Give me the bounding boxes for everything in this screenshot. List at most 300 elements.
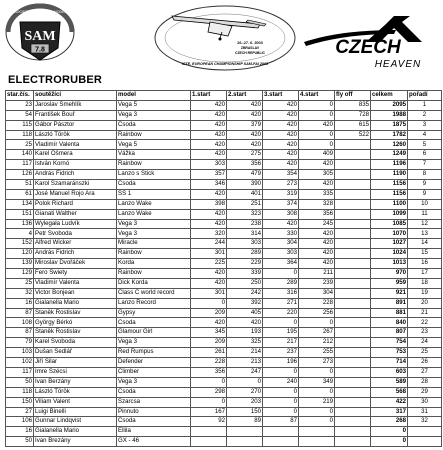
cell-place: 2 [408, 110, 442, 120]
cell-start-2: 247 [227, 367, 263, 377]
cell-competitor: László Török [34, 130, 117, 140]
czech-heaven-logo [298, 12, 438, 70]
sam-logo [4, 2, 76, 68]
cell-total: 714 [371, 358, 408, 368]
cell-start-2: 203 [227, 397, 263, 407]
cell-place: 11 [408, 209, 442, 219]
cell-competitor: Karol Szamaránszki [34, 180, 117, 190]
cell-start-1: 420 [191, 130, 227, 140]
cell-competitor: Ivan Brezány [34, 437, 117, 447]
table-row [6, 160, 442, 170]
championship-logo [150, 2, 300, 72]
cell-model: Korda [117, 259, 191, 269]
cell-total: 881 [371, 308, 408, 318]
cell-total: 1100 [371, 199, 408, 209]
cell-start-3: 420 [263, 219, 299, 229]
cell-start-1: 398 [191, 199, 227, 209]
cell-start-number: 79 [6, 338, 34, 348]
cell-place: 16 [408, 259, 442, 269]
cell-model: Climber [117, 367, 191, 377]
cell-fly-off [335, 278, 371, 288]
cell-start-1: 420 [191, 140, 227, 150]
cell-model: Vega 3 [117, 338, 191, 348]
cell-start-4: 420 [299, 120, 335, 130]
cell-start-number: 118 [6, 130, 34, 140]
cell-start-number: 27 [6, 407, 34, 417]
cell-fly-off [335, 180, 371, 190]
cell-fly-off: 615 [335, 120, 371, 130]
cell-place [408, 427, 442, 437]
table-row [6, 219, 442, 229]
table-row [6, 199, 442, 209]
cell-place: 32 [408, 417, 442, 427]
cell-place: 14 [408, 239, 442, 249]
table-row [6, 278, 442, 288]
table-row [6, 288, 442, 298]
cell-start-3 [263, 427, 299, 437]
cell-start-1: 420 [191, 189, 227, 199]
cell-start-number: 50 [6, 437, 34, 447]
cell-total: 568 [371, 387, 408, 397]
cell-start-4: 0 [299, 318, 335, 328]
cell-place: 4 [408, 130, 442, 140]
cell-start-3: 271 [263, 298, 299, 308]
cell-start-2: 0 [227, 377, 263, 387]
cell-model: Rainbow [117, 130, 191, 140]
col-header-model: model [117, 91, 191, 101]
cell-place: 21 [408, 308, 442, 318]
cell-fly-off: 522 [335, 130, 371, 140]
cell-start-1 [191, 427, 227, 437]
cell-place: 22 [408, 318, 442, 328]
cell-start-4: 356 [299, 209, 335, 219]
table-row [6, 239, 442, 249]
cell-fly-off [335, 229, 371, 239]
cell-model: Csoda [117, 180, 191, 190]
czech-heaven-line1: CZECH [335, 37, 401, 58]
cell-model: Csoda [117, 120, 191, 130]
cell-start-3: 354 [263, 170, 299, 180]
cell-competitor: Imre Szécsi [34, 367, 117, 377]
cell-fly-off [335, 209, 371, 219]
table-row [6, 189, 442, 199]
cell-model: Rainbow [117, 269, 191, 279]
cell-start-2: 213 [227, 358, 263, 368]
cell-start-1: 209 [191, 308, 227, 318]
cell-start-4: 212 [299, 338, 335, 348]
cell-place: 3 [408, 120, 442, 130]
cell-total: 840 [371, 318, 408, 328]
table-row [6, 209, 442, 219]
cell-competitor: Gialanella Mario [34, 427, 117, 437]
cell-total: 1782 [371, 130, 408, 140]
cell-model: Csoda [117, 318, 191, 328]
cell-place: 12 [408, 219, 442, 229]
cell-fly-off [335, 199, 371, 209]
cell-total: 1190 [371, 170, 408, 180]
results-body [6, 100, 442, 446]
cell-start-3: 240 [263, 377, 299, 387]
cell-start-2: 401 [227, 189, 263, 199]
cell-start-3: 308 [263, 209, 299, 219]
cell-start-number: 150 [6, 397, 34, 407]
cell-total: 1988 [371, 110, 408, 120]
cell-place: 17 [408, 269, 442, 279]
cell-model: Lanzo Wake [117, 209, 191, 219]
sam-logo-letters: SAM [24, 29, 56, 44]
cell-start-2: 89 [227, 417, 263, 427]
table-row [6, 308, 442, 318]
cell-place: 8 [408, 170, 442, 180]
cell-start-3: 0 [263, 387, 299, 397]
cell-start-3: 330 [263, 229, 299, 239]
cell-competitor: Jiří Šilar [34, 358, 117, 368]
cell-fly-off [335, 318, 371, 328]
cell-competitor: Gianati Walther [34, 209, 117, 219]
cell-place: 31 [408, 407, 442, 417]
table-row [6, 358, 442, 368]
cell-model: Vega 5 [117, 100, 191, 110]
cell-start-3: 237 [263, 348, 299, 358]
cell-place [408, 437, 442, 447]
cell-competitor: Alfred Wicker [34, 239, 117, 249]
cell-start-number: 118 [6, 387, 34, 397]
table-row [6, 417, 442, 427]
cell-competitor: Gábor Pásztor [34, 120, 117, 130]
cell-start-4: 0 [299, 130, 335, 140]
cell-model: Miracle [117, 239, 191, 249]
cell-competitor: Miroslav Dvořáček [34, 259, 117, 269]
cell-fly-off [335, 348, 371, 358]
cell-start-2: 479 [227, 170, 263, 180]
cell-place: 9 [408, 180, 442, 190]
cell-total: 317 [371, 407, 408, 417]
cell-competitor: László Török [34, 387, 117, 397]
sam-logo-arc-text: THE SOCIETY OF ANTIQUE MODELERS [6, 10, 74, 14]
cell-fly-off [335, 219, 371, 229]
cell-model: SS 1 [117, 189, 191, 199]
col-header-start-2: 2.start [227, 91, 263, 101]
cell-start-1: 420 [191, 219, 227, 229]
cell-start-4 [299, 437, 335, 447]
table-row [6, 397, 442, 407]
cell-total: 1156 [371, 189, 408, 199]
cell-model: Vega 3 [117, 219, 191, 229]
table-row [6, 348, 442, 358]
cell-start-number: 16 [6, 427, 34, 437]
cell-competitor: Vladimír Valenta [34, 278, 117, 288]
cell-place: 20 [408, 298, 442, 308]
cell-competitor: Dušan Sedlář [34, 348, 117, 358]
cell-model: Vážka [117, 150, 191, 160]
cell-total: 1085 [371, 219, 408, 229]
cell-start-2: 150 [227, 407, 263, 417]
cell-total: 807 [371, 328, 408, 338]
cell-model: Red Rumpus [117, 348, 191, 358]
cell-start-number: 108 [6, 318, 34, 328]
cell-model: Szarcsa [117, 397, 191, 407]
cell-place: 15 [408, 249, 442, 259]
cell-place: 19 [408, 288, 442, 298]
cell-start-2: 193 [227, 328, 263, 338]
cell-start-number: 102 [6, 358, 34, 368]
cell-total: 1196 [371, 160, 408, 170]
cell-start-number: 87 [6, 308, 34, 318]
table-row [6, 318, 442, 328]
cell-fly-off [335, 160, 371, 170]
cell-fly-off [335, 150, 371, 160]
cell-start-number: 51 [6, 180, 34, 190]
col-header-fly-off: fly off [335, 91, 371, 101]
cell-start-2: 242 [227, 288, 263, 298]
cell-total: 1249 [371, 150, 408, 160]
cell-start-4: 255 [299, 348, 335, 358]
cell-start-3: 0 [263, 269, 299, 279]
cell-fly-off [335, 140, 371, 150]
cell-model: Vega 3 [117, 110, 191, 120]
cell-start-4: 0 [299, 367, 335, 377]
cell-start-number: 87 [6, 328, 34, 338]
cell-total: 1875 [371, 120, 408, 130]
cell-fly-off [335, 358, 371, 368]
cell-total: 1013 [371, 259, 408, 269]
cell-fly-off [335, 170, 371, 180]
cell-fly-off [335, 427, 371, 437]
cell-start-2: 356 [227, 160, 263, 170]
cell-start-2: 238 [227, 219, 263, 229]
cell-total: 268 [371, 417, 408, 427]
cell-start-1: 225 [191, 259, 227, 269]
cell-start-1: 420 [191, 209, 227, 219]
cell-start-number: 134 [6, 199, 34, 209]
cell-total: 0 [371, 437, 408, 447]
cell-model: Glamour Girl [117, 328, 191, 338]
cell-start-2 [227, 437, 263, 447]
cell-start-3 [263, 437, 299, 447]
championship-place: ZBRASLAV [240, 46, 260, 50]
cell-place: 27 [408, 367, 442, 377]
cell-start-1: 356 [191, 367, 227, 377]
cell-model: Vega 5 [117, 140, 191, 150]
cell-start-3: 303 [263, 249, 299, 259]
cell-model: Dick Korda [117, 278, 191, 288]
cell-competitor: Polok Richard [34, 199, 117, 209]
cell-fly-off [335, 259, 371, 269]
table-row [6, 298, 442, 308]
cell-start-2: 323 [227, 209, 263, 219]
cell-start-3: 420 [263, 140, 299, 150]
cell-competitor: Vladimír Valenta [34, 140, 117, 150]
cell-start-4: 420 [299, 180, 335, 190]
cell-start-1: 209 [191, 338, 227, 348]
table-row [6, 130, 442, 140]
cell-start-2: 214 [227, 348, 263, 358]
table-row [6, 427, 442, 437]
cell-start-1: 320 [191, 229, 227, 239]
cell-start-2: 250 [227, 278, 263, 288]
championship-country: CZECH REPUBLIC [235, 51, 265, 55]
results-table [5, 90, 442, 447]
cell-fly-off [335, 417, 371, 427]
cell-start-number: 23 [6, 100, 34, 110]
cell-start-3: 364 [263, 259, 299, 269]
cell-start-1: 303 [191, 160, 227, 170]
cell-fly-off [335, 437, 371, 447]
cell-start-2: 314 [227, 229, 263, 239]
cell-start-2: 303 [227, 239, 263, 249]
cell-competitor: Karel Svoboda [34, 338, 117, 348]
cell-start-4: 0 [299, 140, 335, 150]
cell-start-4: 420 [299, 249, 335, 259]
cell-start-3: 374 [263, 199, 299, 209]
cell-start-4: 0 [299, 387, 335, 397]
cell-competitor: Staněk Rostislav [34, 308, 117, 318]
cell-start-1: 357 [191, 170, 227, 180]
cell-start-1: 0 [191, 377, 227, 387]
cell-start-number: 25 [6, 140, 34, 150]
cell-start-1: 420 [191, 318, 227, 328]
cell-start-4 [299, 427, 335, 437]
cell-fly-off [335, 407, 371, 417]
cell-fly-off [335, 298, 371, 308]
table-row [6, 180, 442, 190]
cell-start-4: 420 [299, 259, 335, 269]
cell-place: 28 [408, 377, 442, 387]
cell-total: 1099 [371, 209, 408, 219]
sam-logo-chapter: 7.8 [35, 46, 45, 54]
cell-start-number: 103 [6, 348, 34, 358]
cell-competitor: Gunnar Lindqvist [34, 417, 117, 427]
cell-start-1: 298 [191, 387, 227, 397]
cell-total: 921 [371, 288, 408, 298]
cell-start-1: 345 [191, 328, 227, 338]
czech-heaven-line2: HEAVEN [374, 59, 422, 70]
championship-text: ISTE. EUROPEAN CHAMPIONSHIP SAM-FAI 2003 [181, 62, 269, 66]
page-title: ELECTRORUBER [8, 74, 103, 86]
cell-start-2: 420 [227, 318, 263, 328]
cell-competitor: Jaroslav Šmehlík [34, 100, 117, 110]
cell-start-3: 0 [263, 318, 299, 328]
cell-model: Vega 3 [117, 229, 191, 239]
table-row [6, 338, 442, 348]
cell-start-4: 273 [299, 358, 335, 368]
col-header-start-3: 3.start [263, 91, 299, 101]
cell-total: 753 [371, 348, 408, 358]
cell-start-number: 4 [6, 229, 34, 239]
cell-start-3: 304 [263, 239, 299, 249]
table-row [6, 269, 442, 279]
cell-start-number: 126 [6, 170, 34, 180]
cell-start-number: 139 [6, 259, 34, 269]
cell-total: 603 [371, 367, 408, 377]
cell-competitor: Staněk Rostislav [34, 328, 117, 338]
cell-start-number: 50 [6, 377, 34, 387]
cell-total: 422 [371, 397, 408, 407]
cell-start-1: 92 [191, 417, 227, 427]
cell-total: 1024 [371, 249, 408, 259]
cell-start-3: 289 [263, 278, 299, 288]
table-row [6, 100, 442, 110]
cell-competitor: František Bouř [34, 110, 117, 120]
cell-start-1: 420 [191, 120, 227, 130]
cell-place: 26 [408, 358, 442, 368]
cell-start-3: 420 [263, 130, 299, 140]
cell-start-3: 0 [263, 397, 299, 407]
cell-place: 25 [408, 348, 442, 358]
cell-start-4: 349 [299, 377, 335, 387]
cell-start-1: 346 [191, 180, 227, 190]
cell-start-number: 32 [6, 288, 34, 298]
cell-start-1: 420 [191, 150, 227, 160]
cell-competitor: Wylegała Ludvík [34, 219, 117, 229]
cell-total: 0 [371, 427, 408, 437]
cell-model: Lanzo Wake [117, 199, 191, 209]
cell-total: 589 [371, 377, 408, 387]
cell-start-4: 328 [299, 199, 335, 209]
cell-start-4: 420 [299, 160, 335, 170]
cell-start-2: 405 [227, 308, 263, 318]
header [0, 0, 443, 74]
cell-start-number: 117 [6, 367, 34, 377]
cell-model: Rainbow [117, 249, 191, 259]
col-header-total: celkem [371, 91, 408, 101]
cell-fly-off: 728 [335, 110, 371, 120]
cell-start-3: 273 [263, 180, 299, 190]
cell-start-4: 228 [299, 298, 335, 308]
cell-competitor: Ivan Berzány [34, 377, 117, 387]
cell-model: Lanzo s Stick [117, 170, 191, 180]
cell-start-3: 0 [263, 407, 299, 417]
cell-model: Vega 3 [117, 377, 191, 387]
cell-competitor: Petr Svoboda [34, 229, 117, 239]
table-row [6, 437, 442, 447]
cell-start-number: 117 [6, 160, 34, 170]
cell-start-number: 120 [6, 249, 34, 259]
cell-start-3: 420 [263, 160, 299, 170]
cell-start-number: 152 [6, 239, 34, 249]
col-header-start-4: 4.start [299, 91, 335, 101]
cell-model: GX - 46 [117, 437, 191, 447]
cell-fly-off [335, 288, 371, 298]
cell-start-3: 420 [263, 150, 299, 160]
cell-fly-off [335, 249, 371, 259]
cell-fly-off [335, 308, 371, 318]
cell-fly-off [335, 397, 371, 407]
cell-place: 24 [408, 338, 442, 348]
cell-model: Gypsy [117, 308, 191, 318]
table-row [6, 328, 442, 338]
cell-start-4: 239 [299, 278, 335, 288]
cell-start-3: 217 [263, 338, 299, 348]
table-row [6, 120, 442, 130]
cell-start-number: 129 [6, 269, 34, 279]
cell-start-2: 420 [227, 110, 263, 120]
cell-start-1: 420 [191, 110, 227, 120]
cell-place: 23 [408, 328, 442, 338]
cell-start-4: 0 [299, 407, 335, 417]
cell-start-1: 301 [191, 288, 227, 298]
cell-start-3: 316 [263, 288, 299, 298]
cell-fly-off [335, 328, 371, 338]
cell-total: 891 [371, 298, 408, 308]
cell-competitor: György Bérkó [34, 318, 117, 328]
table-row [6, 259, 442, 269]
table-row [6, 140, 442, 150]
cell-start-2: 390 [227, 180, 263, 190]
table-row [6, 249, 442, 259]
cell-start-number: 16 [6, 298, 34, 308]
cell-competitor: Viliam Valent [34, 397, 117, 407]
